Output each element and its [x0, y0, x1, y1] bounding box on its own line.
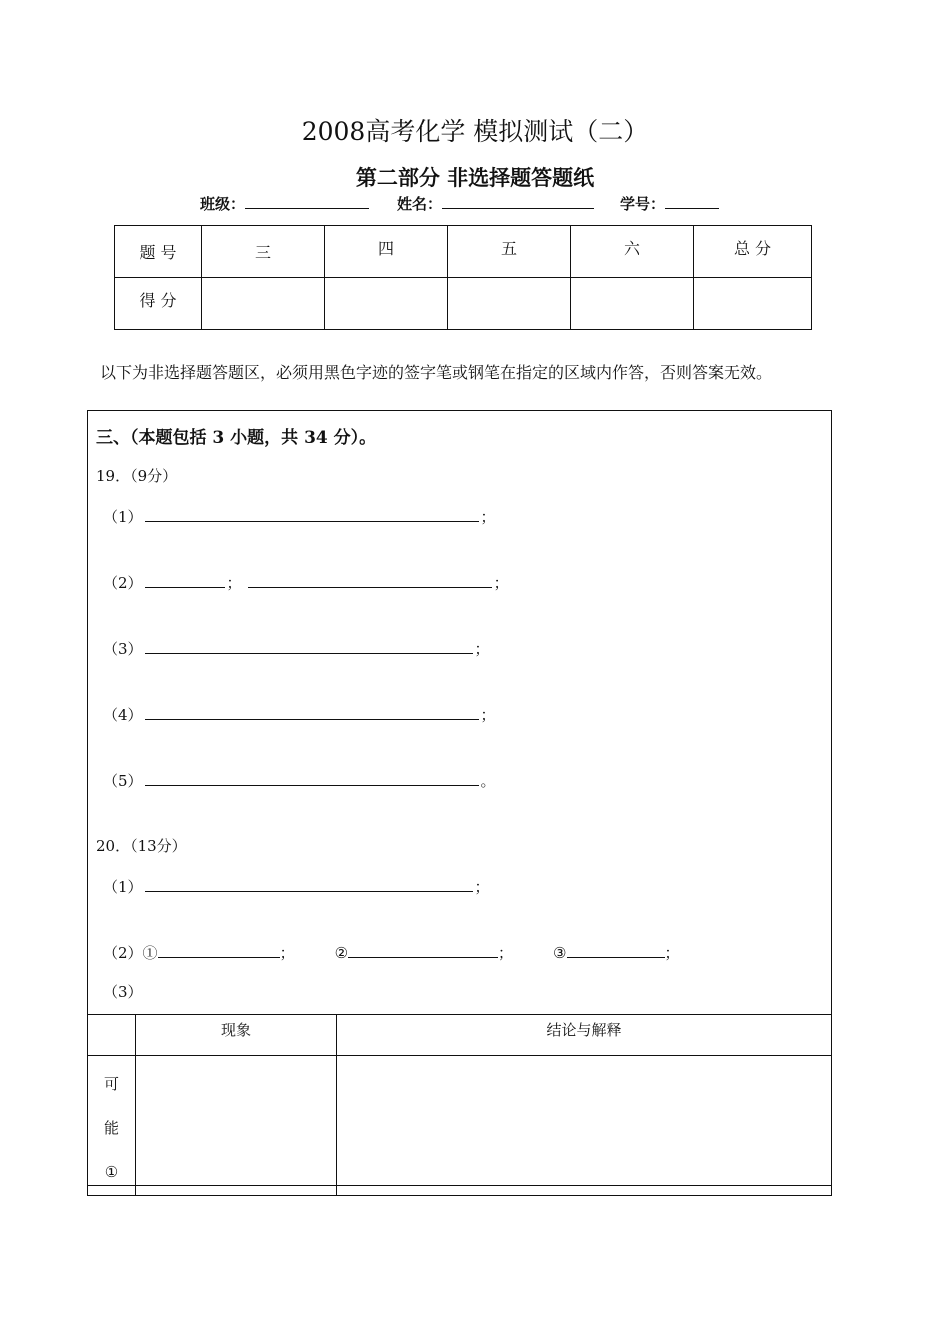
conclusion-cell[interactable] [337, 1056, 832, 1196]
score-cell[interactable] [694, 278, 812, 330]
col-conclusion: 结论与解释 [337, 1015, 832, 1056]
score-table-header-row [115, 226, 812, 278]
score-table [114, 225, 812, 330]
q19-2b-blank[interactable] [248, 571, 492, 588]
q19-2a-blank[interactable] [145, 571, 225, 588]
part-label: （2） [103, 574, 143, 592]
score-cell[interactable] [571, 278, 694, 330]
student-id-label: 学号： [620, 195, 666, 213]
q19-part2 [103, 571, 509, 593]
score-header-cell: 三 [202, 226, 325, 278]
page-title: 2008高考化学 模拟测试（二） [301, 117, 649, 146]
q20-2-2-blank[interactable] [348, 941, 498, 958]
q19-5-blank[interactable] [145, 769, 479, 786]
name-label: 姓名： [397, 195, 443, 213]
q20-part1 [103, 875, 490, 897]
punct: ； [474, 640, 490, 658]
q20-1-blank[interactable] [145, 875, 473, 892]
experiment-table [87, 1014, 832, 1196]
row-label-char: ① [104, 1163, 119, 1181]
circled-number: ① [142, 944, 158, 962]
q20-part2 [103, 941, 680, 963]
q19-3-blank[interactable] [145, 637, 473, 654]
score-cell[interactable] [202, 278, 325, 330]
q19-part4 [103, 703, 496, 725]
corner-cell [88, 1015, 136, 1056]
class-blank[interactable] [245, 194, 369, 209]
punct: ； [498, 944, 514, 962]
score-header-cell: 题 号 [115, 226, 202, 278]
q19-1-blank[interactable] [145, 505, 479, 522]
class-label: 班级： [200, 195, 246, 213]
row-label-char: 可 [103, 1075, 119, 1093]
score-row-label: 得 分 [115, 278, 202, 330]
name-field [397, 193, 594, 214]
col-phenomenon: 现象 [136, 1015, 337, 1056]
row-label-char: 能 [103, 1119, 119, 1137]
q20-2-3-blank[interactable] [567, 941, 665, 958]
score-table-score-row [115, 278, 812, 330]
q20-part3: （3） [103, 983, 143, 1001]
punct: ； [226, 574, 242, 592]
punct: ； [480, 706, 496, 724]
score-header-cell: 四 [325, 226, 448, 278]
punct: ； [493, 574, 509, 592]
part-label: （1） [103, 508, 143, 526]
table-row [88, 1056, 832, 1196]
punct: 。 [480, 772, 496, 790]
part-label: （1） [103, 878, 143, 896]
circled-number: ② [334, 944, 349, 962]
section-heading: 三、（本题包括 3 小题，共 34 分）。 [96, 428, 377, 448]
score-header-cell: 五 [448, 226, 571, 278]
punct: ； [480, 508, 496, 526]
q19-label: 19．（9分） [96, 467, 178, 485]
q20-label: 20．（13分） [96, 837, 187, 855]
name-blank[interactable] [442, 194, 594, 209]
part-label: （5） [103, 772, 143, 790]
page-subtitle: 第二部分 非选择题答题纸 [355, 165, 595, 190]
score-cell[interactable] [325, 278, 448, 330]
punct: ； [279, 944, 295, 962]
part-label: （3） [103, 640, 143, 658]
answer-notice: 以下为非选择题答题区，必须用黑色字迹的签字笔或钢笔在指定的区域内作答，否则答案无效。 [100, 363, 773, 382]
experiment-table-header [88, 1015, 832, 1056]
q19-part1 [103, 505, 496, 527]
score-header-cell: 六 [571, 226, 694, 278]
circled-number: ③ [553, 944, 567, 962]
score-header-cell: 总 分 [694, 226, 812, 278]
student-id-blank[interactable] [665, 194, 719, 209]
punct: ； [474, 878, 490, 896]
q19-4-blank[interactable] [145, 703, 479, 720]
part-label: （4） [103, 706, 143, 724]
q19-part3 [103, 637, 490, 659]
phenomenon-cell[interactable] [136, 1056, 337, 1196]
q19-part5 [103, 769, 496, 791]
class-field [200, 193, 369, 214]
part-label: （2） [103, 944, 143, 962]
punct: ； [664, 944, 680, 962]
q20-2-1-blank[interactable] [158, 941, 280, 958]
row-label [88, 1056, 136, 1196]
student-id-field [620, 193, 719, 214]
score-cell[interactable] [448, 278, 571, 330]
